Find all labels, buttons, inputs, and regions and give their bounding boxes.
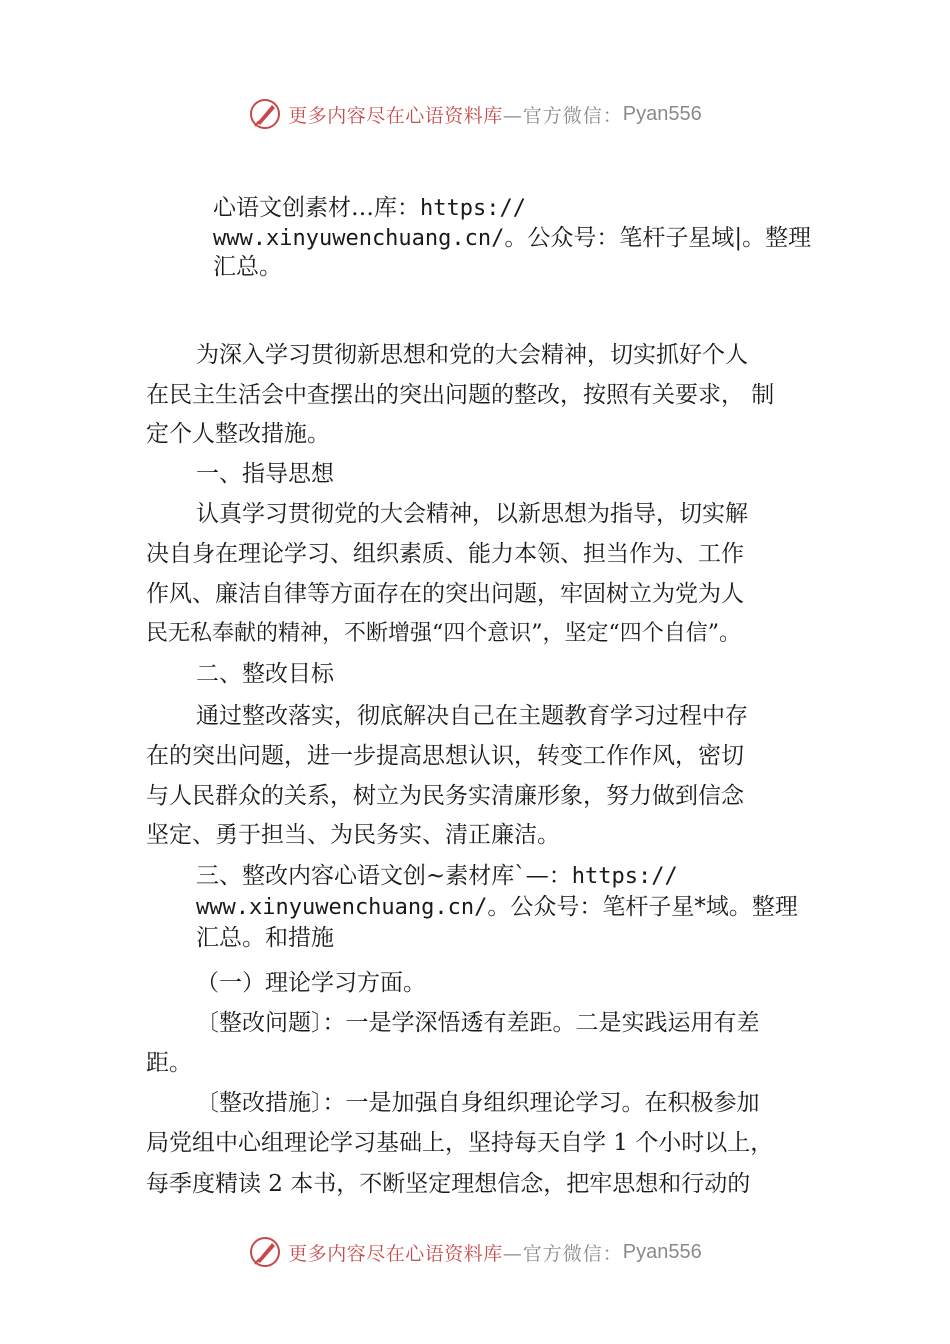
banner-title: 更多内容尽在心语资料库 — [288, 104, 503, 127]
pen-seal-logo-icon — [248, 1235, 282, 1269]
banner-wechat-id: Pyan556 — [622, 102, 702, 125]
body-line: 距。 — [146, 1050, 192, 1076]
body-line: 认真学习贯彻党的大会精神，以新思想为指导，切实解 — [196, 501, 748, 527]
intro-url-part-1: https:// — [420, 196, 526, 221]
pen-seal-logo-icon — [248, 97, 282, 131]
intro-url-part-2: www.xinyuwenchuang.cn/ — [213, 226, 505, 251]
section3-url-part-1: https:// — [571, 864, 678, 889]
body-line: 〔整改问题〕：一是学深悟透有差距。二是实践运用有差 — [196, 1010, 760, 1036]
intro-line-2-text: 。公众号：笔杆子星域|。整理 — [504, 225, 812, 251]
section3-line-1-text: 三、整改内容心语文创~素材库`—： — [196, 863, 572, 889]
subsection-heading: （一）理论学习方面。 — [196, 970, 426, 996]
body-line: 局党组中心组理论学习基础上，坚持每天自学 1 个小时以上， — [146, 1130, 774, 1156]
banner-wechat-label: —官方微信： — [502, 104, 623, 127]
section3-line-2-text: 。公众号：笔杆子星*域。整理 — [487, 894, 798, 920]
body-line: 每季度精读 2 本书，不断坚定理想信念，把牢思想和行动的 — [146, 1171, 751, 1197]
header-banner — [0, 94, 950, 134]
body-line: 坚定、勇于担当、为民务实、清正廉洁。 — [146, 822, 560, 848]
banner-title: 更多内容尽在心语资料库 — [288, 1242, 503, 1265]
section3-url-part-2: www.xinyuwenchuang.cn/ — [196, 895, 488, 920]
body-line: 作风、廉洁自律等方面存在的突出问题，牢固树立为党为人 — [146, 581, 744, 607]
section3-line-3: 汇总。和措施 — [196, 925, 334, 951]
section-heading: 二、整改目标 — [196, 661, 334, 687]
body-line: 与人民群众的关系，树立为民务实清廉形象，努力做到信念 — [146, 783, 744, 809]
intro-line-2 — [213, 223, 811, 254]
intro-line-1-text: 心语文创素材…库： — [213, 195, 420, 221]
body-line: 在民主生活会中查摆出的突出问题的整改，按照有关要求， 制 — [146, 382, 775, 408]
section3-line-1 — [196, 861, 678, 892]
body-line: 民无私奉献的精神，不断增强“四个意识”，坚定“四个自信”。 — [146, 621, 741, 646]
banner-wechat-label: —官方微信： — [502, 1242, 623, 1265]
body-line: 通过整改落实，彻底解决自己在主题教育学习过程中存 — [196, 703, 748, 729]
section3-line-2 — [196, 892, 798, 923]
banner-wechat-id: Pyan556 — [622, 1240, 702, 1263]
body-line: 决自身在理论学习、组织素质、能力本领、担当作为、工作 — [146, 541, 744, 567]
section-heading: 一、指导思想 — [196, 461, 334, 487]
intro-line-1 — [213, 193, 526, 224]
body-line: 〔整改措施〕：一是加强自身组织理论学习。在积极参加 — [196, 1090, 760, 1116]
body-line: 为深入学习贯彻新思想和党的大会精神，切实抓好个人 — [196, 342, 748, 368]
body-line: 定个人整改措施。 — [146, 421, 330, 447]
intro-line-3: 汇总。 — [213, 254, 282, 280]
body-line: 在的突出问题，进一步提高思想认识，转变工作作风，密切 — [146, 743, 744, 769]
footer-banner — [0, 1232, 950, 1272]
